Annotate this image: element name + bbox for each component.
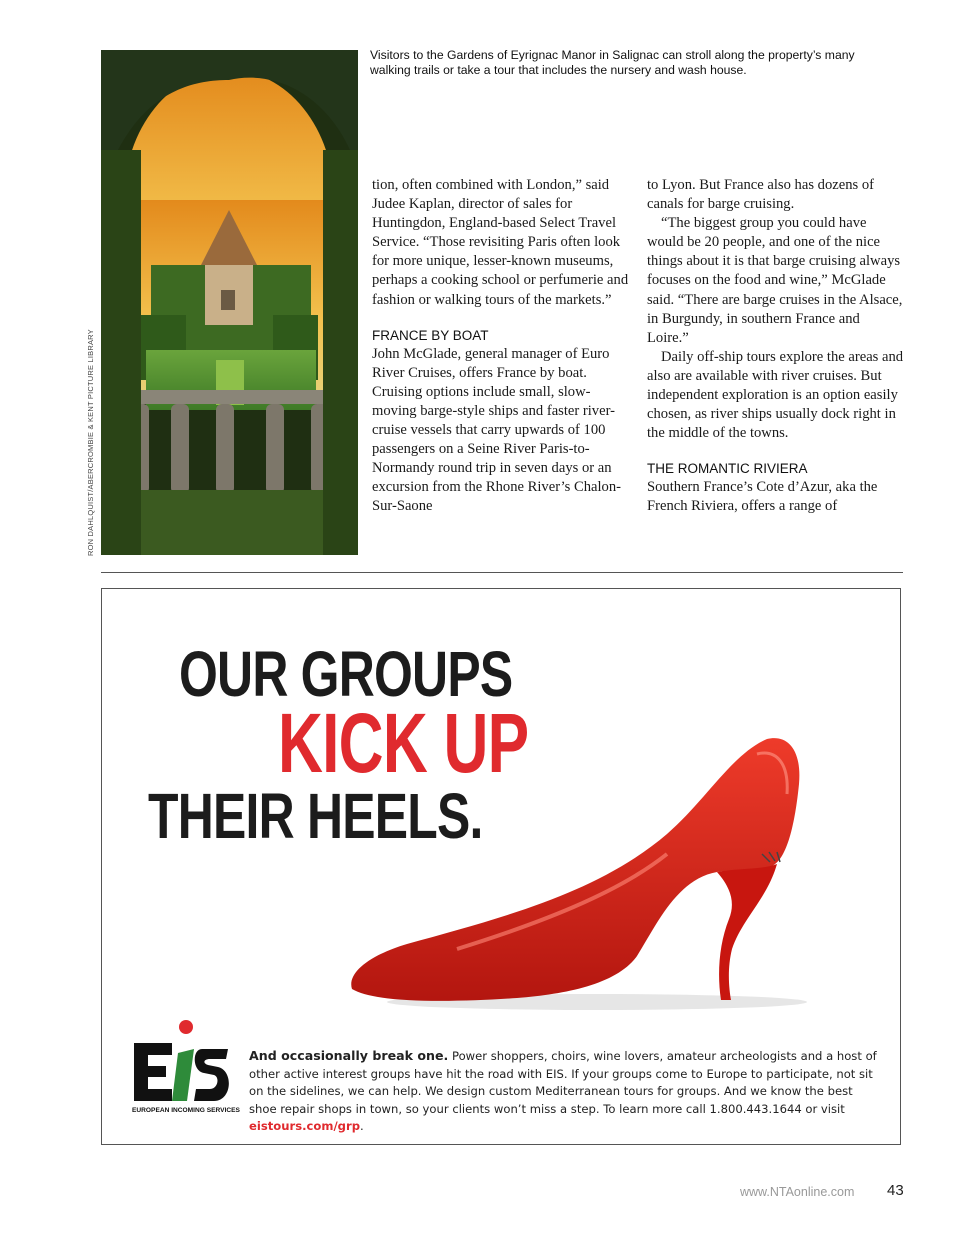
advertisement bbox=[101, 588, 901, 1145]
ad-copy-body: Power shoppers, choirs, wine lovers, amateur archeologists and a host of other active interest groups have hit the road with EIS. If your groups come to Europe to participate, not sit on the sidelines, we can help. We design custom Mediterranean tours for groups. And we know the best shoe repair shops in town, so your clients won’t miss a step. To learn more call 1.800.443.1644 or visit bbox=[249, 1049, 877, 1116]
article-column-left bbox=[372, 176, 630, 517]
garden-photo bbox=[101, 50, 358, 555]
ad-headline-line3: THEIR HEELS. bbox=[148, 780, 483, 852]
divider bbox=[101, 572, 903, 573]
red-heel-shoe-icon bbox=[337, 694, 807, 1014]
eis-logo-icon bbox=[132, 1019, 232, 1119]
ad-copy-end: . bbox=[360, 1119, 364, 1134]
article-paragraph: “The biggest group you could have would be 20 people, and one of the nice things about it is that barge cruising always focuses on the food and wine,” McGlade said. “There are barge cruises in the Alsace, in Burgundy, in southern France and Loire.” bbox=[647, 215, 903, 346]
garden-photo-icon bbox=[101, 50, 358, 555]
section-heading: THE ROMANTIC RIVIERA bbox=[647, 461, 808, 477]
footer-website: www.NTAonline.com bbox=[740, 1185, 855, 1199]
ad-headline-line1: OUR GROUPS bbox=[179, 638, 513, 710]
photo-credit: RON DAHLQUIST/ABERCROMBIE & KENT PICTURE LIBRARY bbox=[86, 329, 95, 556]
article-paragraph: Southern France’s Cote d’Azur, aka the French Riviera, offers a range of bbox=[647, 479, 878, 515]
article-paragraph: to Lyon. But France also has dozens of canals for barge cruising. bbox=[647, 177, 874, 213]
ad-url-link[interactable]: eistours.com/grp bbox=[249, 1119, 360, 1134]
eis-logo-name: EUROPEAN INCOMING SERVICES bbox=[132, 1107, 240, 1114]
ad-copy-lead: And occasionally break one. bbox=[249, 1048, 449, 1063]
ad-copy bbox=[249, 1047, 879, 1136]
section-heading: FRANCE BY BOAT bbox=[372, 327, 489, 343]
article-paragraph: tion, often combined with London,” said Judee Kaplan, director of sales for Huntingdon, England-based Select Travel Service. “Those revisiting Paris often look for more unique, lesser-known museums, perhaps a cooking school or perfumerie and fashion or walking tours of the markets.” bbox=[372, 177, 629, 308]
article-paragraph: John McGlade, general manager of Euro River Cruises, offers France by boat. Cruising options include small, slow-moving barge-style ships and faster river-cruise vessels that carry upwards of 100 passengers on a Seine River Paris-to-Normandy round trip in seven days or an excursion from the Rhone River’s Chalon-Sur-Saone bbox=[372, 345, 621, 515]
ad-headline-line2: KICK UP bbox=[278, 696, 529, 790]
page-number: 43 bbox=[887, 1182, 904, 1199]
article-paragraph: Daily off-ship tours explore the areas and also are available with river cruises. But independent exploration is an option easily chosen, as river ships usually dock right in the middle of the towns. bbox=[647, 348, 904, 442]
photo-caption: Visitors to the Gardens of Eyrignac Manor in Salignac can stroll along the property’s many walking trails or take a tour that includes the nursery and wash house. bbox=[370, 48, 855, 77]
article-column-right bbox=[647, 176, 905, 517]
